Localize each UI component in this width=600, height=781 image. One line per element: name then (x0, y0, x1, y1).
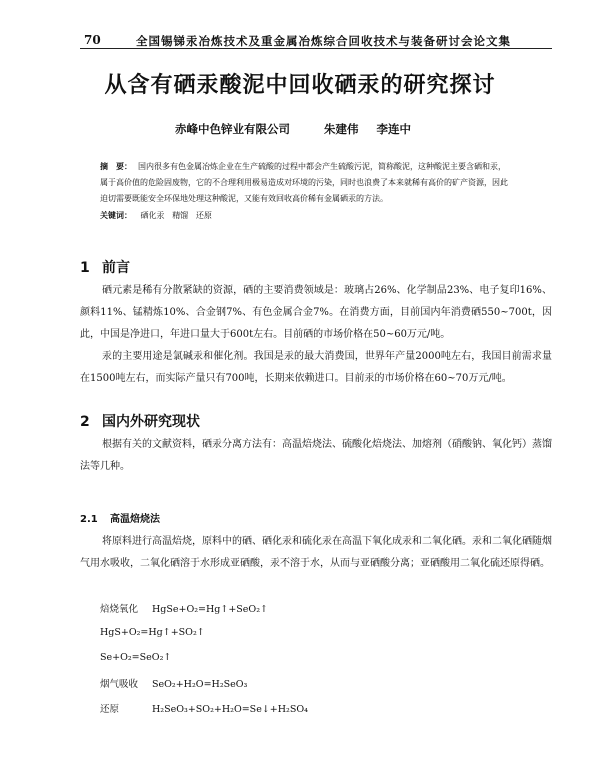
author-name: 李连中 (376, 122, 412, 136)
abstract (100, 158, 510, 207)
section-title: 前言 (102, 260, 130, 276)
affiliation: 赤峰中色锌业有限公司 (174, 122, 290, 136)
equation-formula: HgS+O₂=Hg↑+SO₂↑ (100, 627, 205, 638)
equation (100, 627, 205, 638)
subsection-heading (80, 510, 160, 525)
author-line (0, 121, 600, 137)
equation-formula: Se+O₂=SeO₂↑ (100, 652, 172, 663)
keyword: 硒化汞 (140, 211, 165, 220)
equation (100, 652, 171, 663)
header-rule (80, 48, 552, 49)
paragraph: 根据有关的文献资料，硒汞分离方法有：高温焙烧法、硫酸化焙烧法、加熔剂（硝酸钠、氧化钙）蒸馏法等几种。 (80, 439, 552, 472)
section-body (80, 434, 552, 478)
equation-formula: HgSe+O₂=Hg↑+SeO₂↑ (152, 604, 268, 615)
keywords-label: 关键词： (100, 210, 132, 220)
equation-formula: SeO₂+H₂O=H₂SeO₃ (152, 679, 248, 690)
page-number: 70 (84, 33, 101, 47)
section-heading (80, 411, 200, 431)
paragraph: 硒元素是稀有分散紧缺的资源，硒的主要消费领域是：玻璃占26%、化学制品23%、电子复印16%、颜料11%、锰精炼10%、合金钢7%、有色金属合金7%。在消费方面，目前国内年消费硒550~700t，因此，中国是净进口，年进口量大于600t左右。目前硒的市场价格在50~60万元/吨。 (80, 285, 552, 340)
keyword: 还原 (195, 211, 212, 220)
paragraph: 汞的主要用途是氯碱汞和催化剂。我国是汞的最大消费国，世界年产量2000吨左右，我国目前需求量在1500吨左右，而实际产量只有700吨，长期来依赖进口。目前汞的市场价格在60~70万元/吨。 (80, 351, 552, 384)
equation-formula: H₂SeO₃+SO₂+H₂O=Se↓+H₂SO₄ (152, 704, 308, 715)
keyword: 精馏 (172, 211, 189, 220)
equation-label: 焙烧氧化 (100, 604, 139, 615)
section-heading (80, 257, 130, 277)
running-title: 全国锡锑汞冶炼技术及重金属冶炼综合回收技术与装备研讨会论文集 (136, 34, 511, 48)
equation-label: 烟气吸收 (100, 679, 139, 690)
equation-label: 还原 (100, 704, 120, 715)
section-title: 国内外研究现状 (102, 414, 200, 430)
equation (100, 601, 268, 615)
paper-title: 从含有硒汞酸泥中回收硒汞的研究探讨 (104, 73, 496, 98)
equation (100, 701, 308, 715)
abstract-label: 摘 要： (100, 161, 132, 171)
subsection-title: 高温焙烧法 (110, 514, 160, 525)
equation (100, 676, 247, 690)
subsection-body (80, 531, 552, 575)
section-number: 2 (80, 414, 90, 430)
author-name: 朱建伟 (324, 122, 359, 136)
paragraph: 将原料进行高温焙烧，原料中的硒、硒化汞和硫化汞在高温下氧化成汞和二氧化硒。汞和二氧化硒随烟气用水吸收，二氧化硒溶于水形成亚硒酸，汞不溶于水，从而与亚硒酸分离；亚硒酸用二氧化硫还原得硒。 (80, 536, 552, 569)
subsection-number: 2.1 (80, 514, 98, 525)
section-number: 1 (80, 260, 90, 276)
keywords (100, 210, 510, 221)
abstract-text: 国内很多有色金属冶炼企业在生产硫酸的过程中都会产生硫酸污泥，简称酸泥，这种酸泥主要含硒和汞，属于高价值的危险固废物，它的不合理利用极易造成对环境的污染，同时也浪费了本来就稀有高价的矿产资源，因此迫切需要既能安全环保地处理这种酸泥，又能有效回收高价稀有金属硒汞的方法。 (100, 162, 508, 203)
section-body (80, 280, 552, 390)
